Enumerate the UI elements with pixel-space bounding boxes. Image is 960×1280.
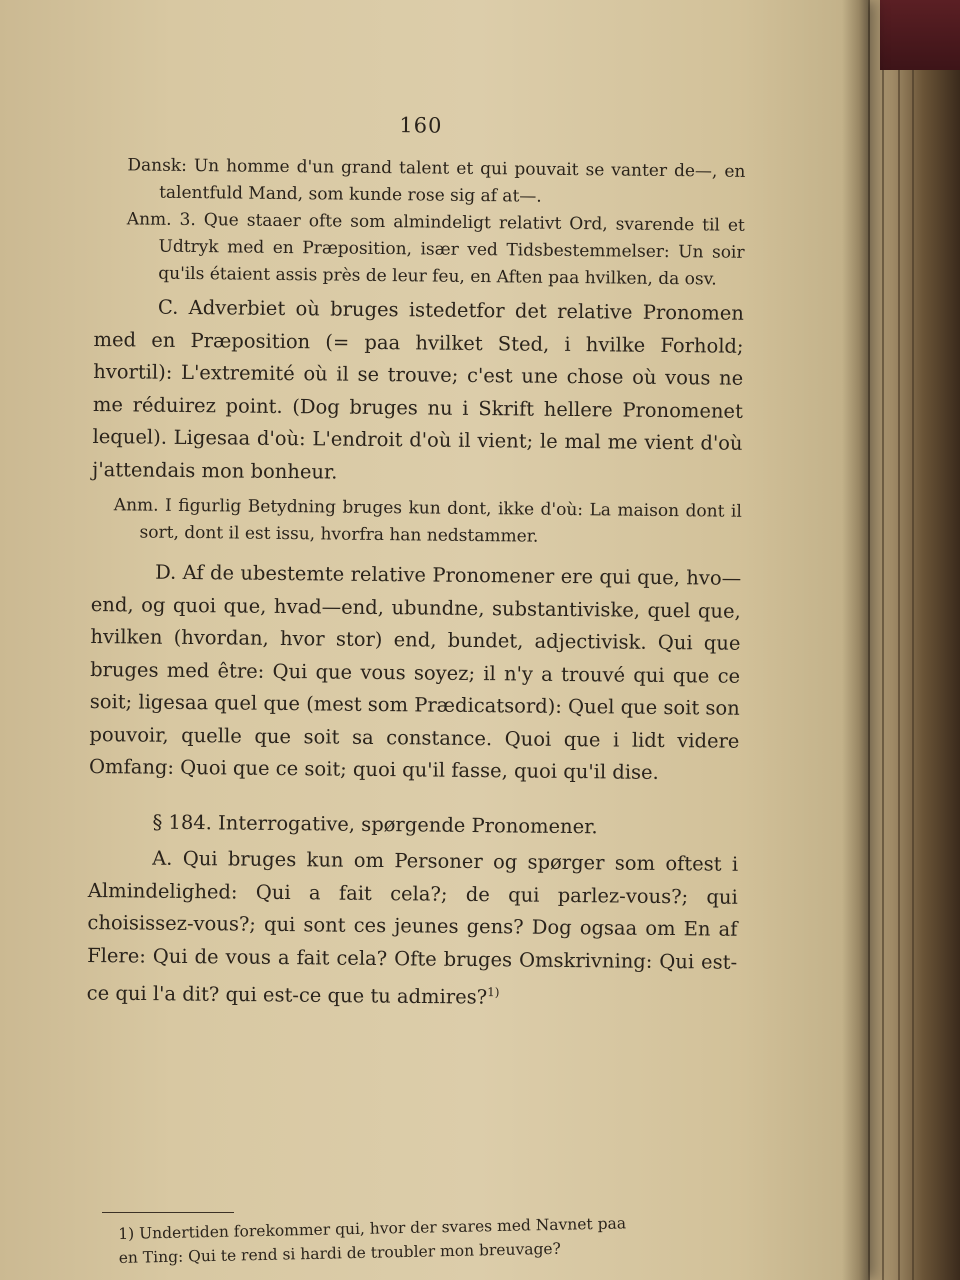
- section-184-a: [87, 842, 739, 1017]
- section-c: C. Adverbiet où bruges istedetfor det relative Pronomen med en Præposition (= paa hvilket Sted, i hvilke Forhold; hvortil): L'extremité où il se trouve; c'est une chose où vous ne me réduirez point. (Dog bruges nu i Skrift hellere Pronomenet lequel). Ligesaa d'où: L'endroit d'où il vient; le mal me vient d'où j'attendais mon bonheur.: [92, 295, 745, 484]
- footnote-marker: 1): [118, 1224, 135, 1243]
- section-d: D. Af de ubestemte relative Pronomener ere qui que, hvo—end, og quoi que, hvad—end, ubundne, substantiviske, quel que, hvilken (hvordan, hvor stor) end, bundet, adjectivisk. Qui que bruges med être: Qui que vous soyez; il n'y a trouvé qui que ce soit; ligesaa quel que (mest som Prædicatsord): Quel que soit son pouvoir, quelle que soit sa constance. Quoi que i lidt videre Omfang: Quoi que ce soit; quoi qu'il fasse, quoi qu'il dise.: [89, 560, 742, 784]
- page-gutter-shadow: [842, 0, 870, 1280]
- top-block-line-1: Dansk: Un homme d'un grand talent et qui pouvait se vanter de—, en talentfuld Mand, som kunde rose sig af at—.: [127, 155, 746, 207]
- page-stack-line: [882, 0, 884, 1280]
- footnote-text-1: Undertiden forekommer qui, hvor der svares med Navnet paa: [138, 1214, 627, 1243]
- book-cover-corner: [880, 0, 960, 70]
- page-stack-line: [898, 0, 900, 1280]
- footnote-reference: 1): [487, 985, 500, 1000]
- section-184-heading: § 184. Interrogative, spørgende Pronomener.: [152, 810, 598, 838]
- anm-3: Anm. 3. Que staaer ofte som almindeligt relativt Ord, svarende til et Udtryk med en Præposition, især ved Tidsbestemmelser: Un soir qu'ils étaient assis près de leur feu, en Aften paa hvilken, da osv.: [126, 209, 745, 290]
- footnote-rule: [102, 1212, 234, 1213]
- anm-note-c: Anm. I figurlig Betydning bruges kun dont, ikke d'où: La maison dont il sort, dont il est issu, hvorfra han nedstammer.: [113, 495, 742, 547]
- top-block: [94, 152, 745, 294]
- section-184-a-text: A. Qui bruges kun om Personer og spørger som oftest i Almindelighed: Qui a fait cela?; de qui parlez-vous?; qui choisissez-vous?; qui sont ces jeunes gens? Dog ogsaa om En af Flere: Qui de vous a fait cela? Ofte bruges Omskrivning: Qui est-ce qui l'a dit? qui est-ce que tu admires?: [86, 846, 739, 1009]
- page-stack-edge: [868, 0, 960, 1280]
- page-text: [87, 110, 746, 1017]
- page-number: 160: [399, 113, 443, 138]
- page-stack-line: [912, 0, 914, 1280]
- footnote: [118, 1209, 719, 1270]
- footnote-line-2: en Ting: Qui te rend si hardi de troubler mon breuvage?: [118, 1239, 562, 1267]
